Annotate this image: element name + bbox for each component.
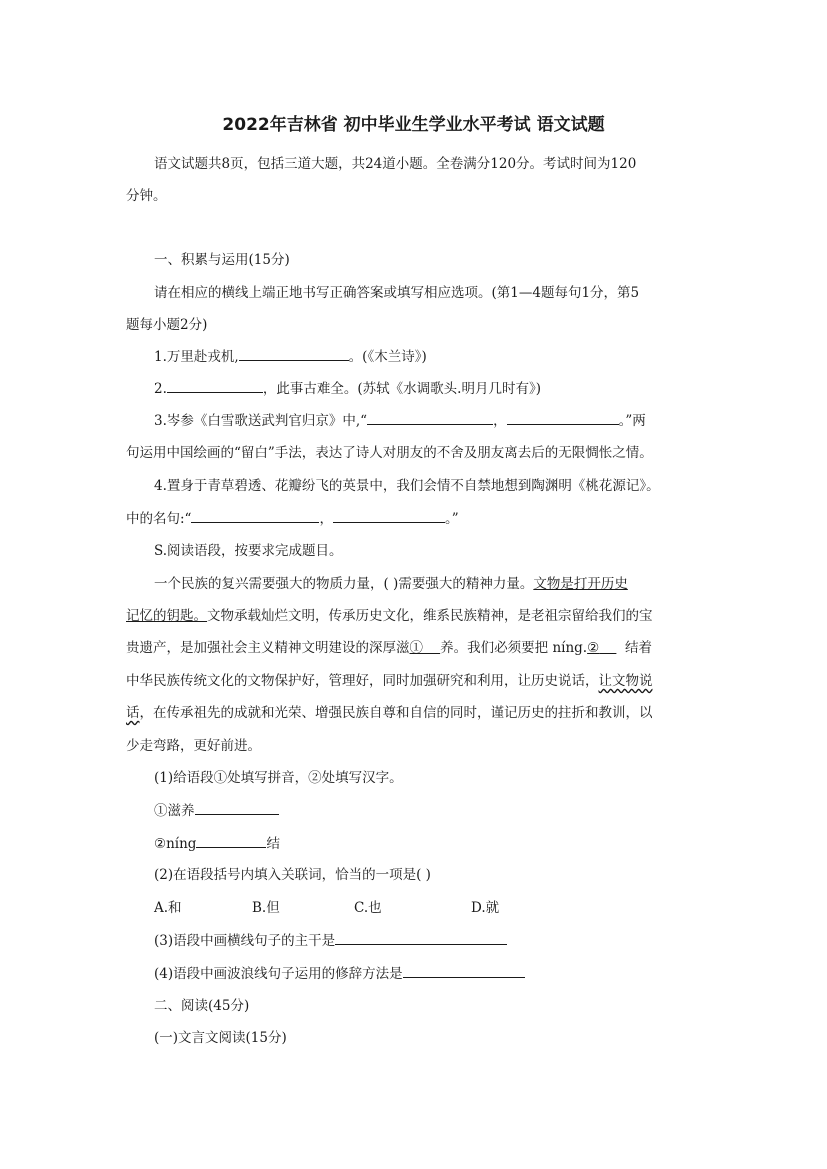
- option-b[interactable]: B.但: [252, 900, 280, 916]
- answer-blank-4a[interactable]: [191, 508, 319, 523]
- answer-blank-3b[interactable]: [507, 410, 619, 425]
- answer-blank-4b[interactable]: [333, 508, 445, 523]
- sub-question-2: (2)在语段括号内填入关联词，恰当的一项是( ): [154, 867, 431, 883]
- passage-text: ，在传承祖先的成就和光荣、增强民族自尊和自信的同时，谨记历史的拄折和教训，以: [139, 705, 653, 721]
- option-d[interactable]: D.就: [471, 900, 500, 916]
- question-1-suffix: 。(《木兰诗》): [348, 349, 427, 365]
- question-4-suffix: 。”: [444, 511, 459, 527]
- answer-blank-sub3[interactable]: [335, 930, 507, 945]
- passage-line-3: [126, 638, 652, 658]
- passage-text: 一个民族的复兴需要强大的物质力量，( )需要强大的精神力量。: [154, 576, 534, 592]
- section-2-sub-heading: (一)文言文阅读(15分): [154, 1030, 287, 1046]
- sub-question-1: (1)给语段①处填写拼音，②处填写汉字。: [154, 770, 403, 786]
- question-3: [154, 410, 646, 431]
- sub-question-4-label: (4)语段中画波浪线句子运用的修辞方法是: [154, 966, 403, 982]
- sub-question-4: [154, 963, 525, 984]
- passage-line-1: [154, 574, 628, 594]
- intro-line-2: 分钟。: [126, 188, 167, 204]
- sub-question-3-label: (3)语段中画横线句子的主干是: [154, 933, 336, 949]
- sub-question-1b: [154, 833, 280, 854]
- passage-text: 养。我们必须要把 níng.: [440, 640, 588, 656]
- blank-marker-1: ①: [409, 640, 423, 656]
- option-c[interactable]: C.也: [354, 900, 382, 916]
- options-row: [154, 898, 499, 918]
- question-2: [154, 378, 541, 399]
- wavy-sentence: 让文物说: [598, 673, 653, 689]
- passage-text: 结着: [624, 640, 652, 656]
- instruction-line-1: 请在相应的横线上端正地书写正确答案或填写相应选项。(第1—4题每句1分，第5: [154, 285, 640, 301]
- question-1: [154, 346, 427, 367]
- answer-blank-hanzi[interactable]: [196, 833, 266, 848]
- answer-blank-3a[interactable]: [367, 410, 493, 425]
- answer-blank-1[interactable]: [239, 346, 349, 361]
- section-2-heading: 二、阅读(45分): [154, 998, 250, 1014]
- question-4-prefix: 中的名句:“: [126, 511, 192, 527]
- passage-text: 文物承载灿烂文明，传承历史文化，维系民族精神，是老祖宗留给我们的宝: [207, 608, 653, 624]
- sub-question-1b-label: ②níng: [154, 836, 197, 852]
- sub-question-1a-label: ①滋养: [154, 803, 195, 819]
- question-2-suffix: ，此事古难全。(苏轼《水调歌头.明月几时有》): [262, 381, 541, 397]
- question-2-prefix: 2.: [154, 381, 167, 397]
- underlined-sentence: 文物是打开历史: [533, 576, 628, 592]
- underlined-sentence: 记忆的钥匙。: [126, 608, 207, 624]
- question-3-mid: ，: [493, 413, 507, 429]
- sub-question-3: [154, 930, 507, 951]
- question-5-heading: S.阅读语段，按要求完成题目。: [154, 543, 343, 559]
- page-title: 2022年吉林省 初中毕业生学业水平考试 语文试题: [222, 115, 605, 135]
- answer-blank-sub4[interactable]: [403, 963, 525, 978]
- passage-line-4: [126, 671, 653, 691]
- question-3-suffix: 。”两: [618, 413, 646, 429]
- passage-line-6: 少走弯路，更好前进。: [126, 738, 261, 754]
- answer-blank-2[interactable]: [167, 378, 263, 393]
- intro-line-1: 语文试题共8页，包括三道大题，共24道小题。全卷满分120分。考试时间为120: [154, 156, 637, 172]
- sub-question-1b-suffix: 结: [266, 836, 280, 852]
- instruction-line-2: 题每小题2分): [126, 317, 208, 333]
- wavy-sentence: 话: [126, 705, 140, 721]
- passage-line-5: [126, 703, 653, 723]
- option-a[interactable]: A.和: [154, 900, 182, 916]
- question-1-prefix: 1.万里赴戎机,: [154, 349, 239, 365]
- question-4-line-1: 4.置身于青草碧透、花瓣纷飞的英景中，我们会情不自禁地想到陶渊明《桃花源记》。: [154, 478, 660, 494]
- question-4-mid: ，: [319, 511, 333, 527]
- question-3-prefix: 3.岑参《白雪歌送武判官归京》中,“: [154, 413, 368, 429]
- question-4: [126, 508, 459, 529]
- passage-text: 中华民族传统文化的文物保护好，管理好，同时加强研究和利用，让历史说话，: [126, 673, 599, 689]
- sub-question-1a: [154, 800, 279, 821]
- blank-marker-2: ②: [587, 640, 600, 656]
- question-3-line-2: 句运用中国绘画的“留白”手法，表达了诗人对朋友的不舍及朋友离去后的无限惆怅之情。: [126, 445, 653, 461]
- passage-line-2: [126, 606, 653, 626]
- answer-blank-pinyin[interactable]: [195, 800, 279, 815]
- passage-text: 贵遗产，是加强社会主义精神文明建设的深厚滋: [126, 640, 410, 656]
- section-1-heading: 一、积累与运用(15分): [154, 252, 290, 268]
